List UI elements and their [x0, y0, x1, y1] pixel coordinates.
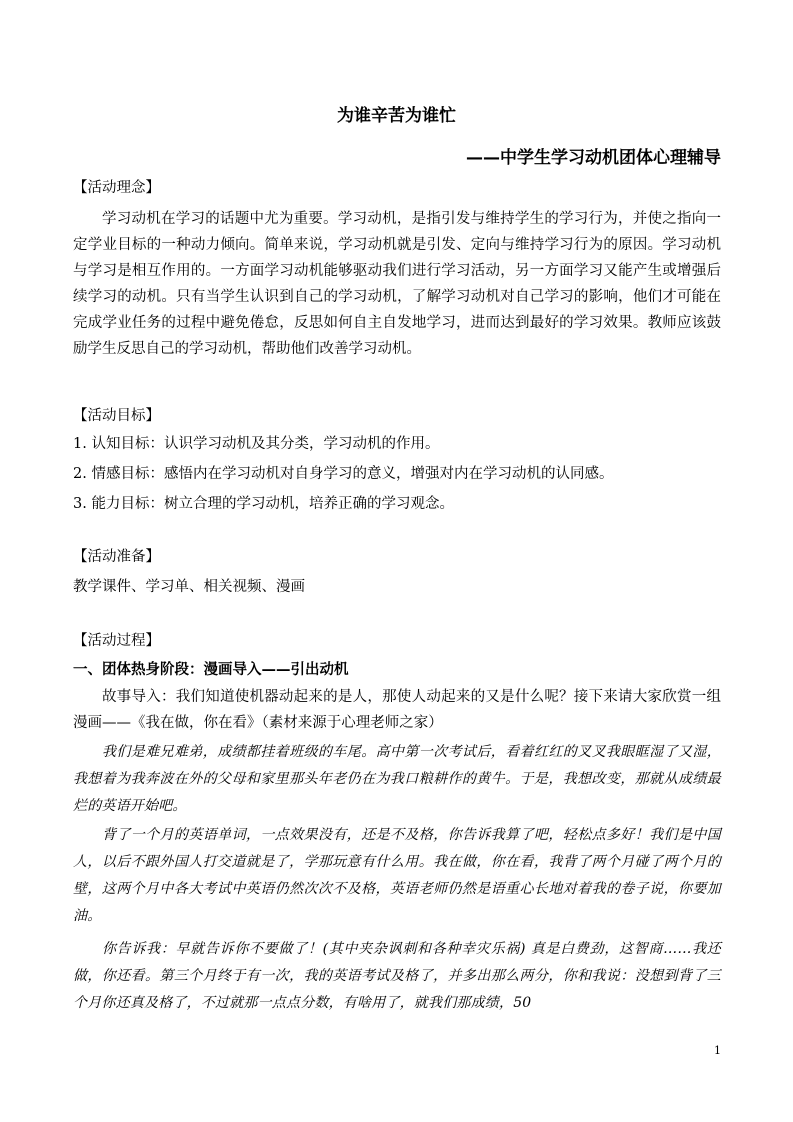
story-paragraph-1: 我们是难兄难弟，成绩都挂着班级的车尾。高中第一次考试后，看着红红的叉叉我眼眶湿了又湿，我想着为我奔波在外的父母和家里那头年老仍在为我口粮耕作的黄牛。于是，我想改变，那就从成绩最烂的英语开始吧。 [73, 744, 721, 814]
section-heading-prep: 【活动准备】 [73, 549, 160, 565]
stage1-heading: 一、团体热身阶段：漫画导入——引出动机 [73, 662, 349, 678]
goal-item-1: 1. 认知目标：认识学习动机及其分类，学习动机的作用。 [73, 436, 440, 452]
section-heading-concept: 【活动理念】 [73, 180, 160, 196]
section-heading-process: 【活动过程】 [73, 633, 160, 649]
section-heading-goals: 【活动目标】 [73, 408, 160, 424]
story-intro-paragraph: 故事导入：我们知道使机器动起来的是人，那使人动起来的又是什么呢？接下来请大家欣赏一组漫画——《我在做，你在看》（素材来源于心理老师之家） [73, 689, 721, 731]
story-paragraph-3: 你告诉我：早就告诉你不要做了！(其中夹杂讽刺和各种幸灾乐祸) 真是白费劲，这智商……我还做，你还看。第三个月终于有一次，我的英语考试及格了，并多出那么两分，你和我说：没想到背了三个月你还真及格了，不过就那一点点分数，有啥用了，就我们那成绩，50 [73, 941, 721, 1011]
prep-text: 教学课件、学习单、相关视频、漫画 [73, 579, 305, 595]
goal-item-2: 2. 情感目标：感悟内在学习动机对自身学习的意义，增强对内在学习动机的认同感。 [73, 466, 614, 482]
page-number: 1 [714, 1044, 721, 1057]
goal-item-3: 3. 能力目标：树立合理的学习动机，培养正确的学习观念。 [73, 496, 454, 512]
document-subtitle: ——中学生学习动机团体心理辅导 [466, 148, 721, 168]
document-title: 为谁辛苦为谁忙 [337, 106, 456, 126]
concept-paragraph: 学习动机在学习的话题中尤为重要。学习动机，是指引发与维持学生的学习行为，并使之指向一定学业目标的一种动力倾向。简单来说，学习动机就是引发、定向与维持学习行为的原因。学习动机与学习是相互作用的。一方面学习动机能够驱动我们进行学习活动，另一方面学习又能产生或增强后续学习的动机。只有当学生认识到自己的学习动机，了解学习动机对自己学习的影响，他们才可能在完成学业任务的过程中避免倦怠，反思如何自主自发地学习，进而达到最好的学习效果。教师应该鼓励学生反思自己的学习动机，帮助他们改善学习动机。 [73, 211, 721, 357]
story-paragraph-2: 背了一个月的英语单词，一点效果没有，还是不及格，你告诉我算了吧，轻松点多好！我们是中国人，以后不跟外国人打交道就是了，学那玩意有什么用。我在做，你在看，我背了两个月碰了两个月的壁，这两个月中各大考试中英语仍然次次不及格，英语老师仍然是语重心长地对着我的卷子说，你要加油。 [73, 827, 721, 924]
